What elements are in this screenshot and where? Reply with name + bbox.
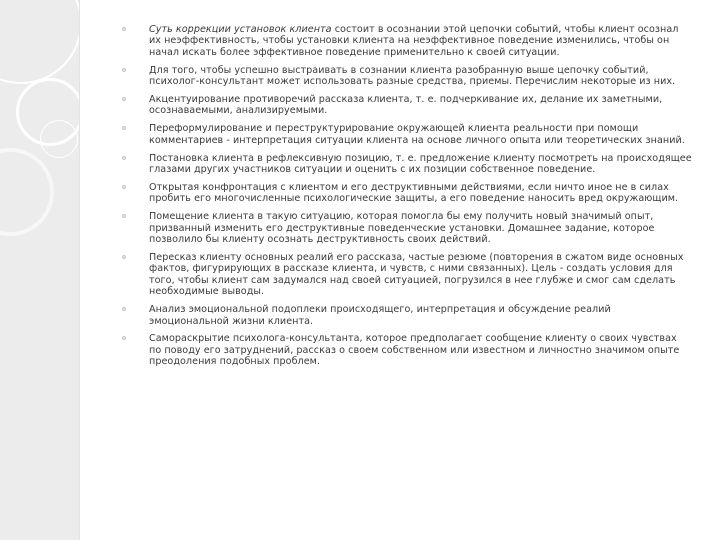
- bullet-item: [122, 252, 692, 298]
- bullet-icon: [122, 255, 126, 259]
- decorative-circle: [0, 0, 80, 84]
- bullet-item: [122, 182, 692, 205]
- sidebar-divider: [79, 0, 80, 540]
- bullet-icon: [122, 214, 126, 218]
- bullet-icon: [122, 126, 126, 130]
- bullet-lead: Суть коррекции установок клиента: [149, 24, 332, 35]
- bullet-text: Для того, чтобы успешно выстраивать в сознании клиента разобранную выше цепочку событий, психолог-консультант может использовать разные средства, приемы. Перечислим некоторые из них.: [149, 64, 676, 88]
- bullet-text: Акцентуирование противоречий рассказа клиента, т. е. подчеркивание их, делание их заметными, осознаваемыми, анализируемыми.: [149, 94, 663, 117]
- bullet-icon: [122, 68, 126, 72]
- slide-content: [122, 24, 692, 374]
- bullet-item: [122, 24, 692, 58]
- bullet-icon: [122, 27, 126, 31]
- bullet-item: [122, 123, 692, 146]
- bullet-icon: [122, 156, 126, 160]
- bullet-text: Анализ эмоциональной подоплеки происходящего, интерпретация и обсуждение реалий эмоциональной жизни клиента.: [149, 304, 611, 327]
- decorative-sidebar: [0, 0, 80, 540]
- bullet-text: Пересказ клиенту основных реалий его рассказа, частые резюме (повторения в сжатом виде основных фактов, фигурирующих в рассказе клиента, и чувств, с ними связанных). Цель - создать условия для того, чтобы клиент сам задумался над своей ситуацией, погрузился в нее глубже и смог сам сделать необходимые выводы.: [149, 252, 684, 298]
- bullet-text: Постановка клиента в рефлексивную позицию, т. е. предложение клиенту посмотреть на происходящее глазами других участников ситуации и оценить с их позиции собственное поведение.: [149, 152, 692, 176]
- bullet-text: состоит в осознании этой цепочки событий, чтобы клиент осознал их неэффективность, чтобы установки клиента на неэффективное поведение изменились, чтобы он начал искать более эффективное поведение применительно к своей ситуации.: [149, 24, 679, 58]
- bullet-text: Переформулирование и переструктурирование окружающей клиента реальности при помощи комментариев - интерпретация ситуации клиента на основе личного опыта или теоретических знаний.: [149, 123, 685, 146]
- bullet-item: [122, 153, 692, 176]
- bullet-icon: [122, 185, 126, 189]
- bullet-icon: [122, 336, 126, 340]
- bullet-item: [122, 333, 692, 367]
- bullet-item: [122, 211, 692, 245]
- bullet-item: [122, 94, 692, 117]
- decorative-circle: [40, 120, 78, 158]
- bullet-list: [122, 24, 692, 368]
- decorative-circle: [0, 148, 54, 236]
- bullet-text: Открытая конфронтация с клиентом и его деструктивными действиями, если ничто иное не в силах пробить его многочисленные психологические защиты, а его поведение наносить вред окружающим.: [149, 181, 679, 205]
- bullet-text: Самораскрытие психолога-консультанта, которое предполагает сообщение клиенту о своих чувствах по поводу его затруднений, рассказ о своем собственном или известном и личностно значимом опыте преодоления подобных проблем.: [149, 333, 680, 368]
- bullet-item: [122, 65, 692, 88]
- bullet-text: Помещение клиента в такую ситуацию, которая помогла бы ему получить новый значимый опыт, призванный изменить его деструктивные поведенческие установки. Домашнее задание, которое позволило бы клиенту осознать деструктивность своих действий.: [149, 211, 655, 246]
- bullet-icon: [122, 97, 126, 101]
- bullet-icon: [122, 307, 126, 311]
- bullet-item: [122, 304, 692, 327]
